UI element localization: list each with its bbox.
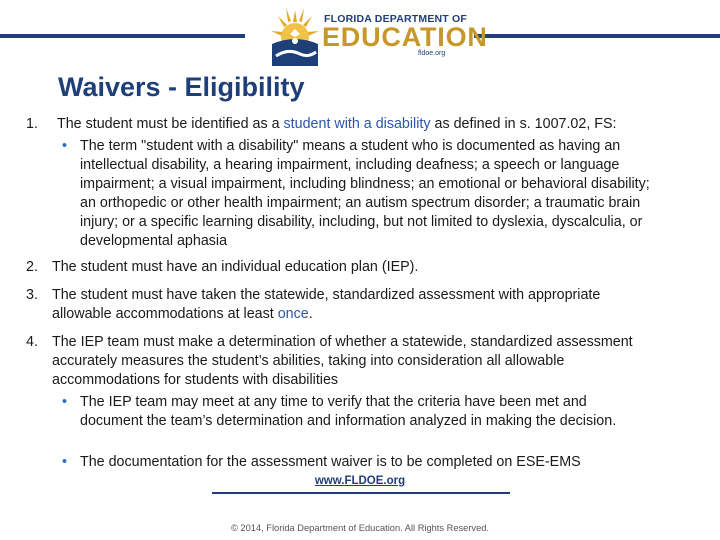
item-text: The student must have an individual education plan (IEP). <box>52 259 419 275</box>
page-title: Waivers - Eligibility <box>58 72 305 102</box>
highlight-term: once <box>277 306 309 322</box>
org-name: FLORIDA DEPARTMENT OF <box>324 13 468 25</box>
bullet-icon: • <box>62 138 68 154</box>
copyright: © 2014, Florida Department of Education. All Rights Reserved. <box>231 523 489 533</box>
sub-item-text: The IEP team may meet at any time to verify that the criteria have been met and document the team’s determination and information analyzed in making the decision. <box>80 394 617 429</box>
item-number: 2. <box>26 259 38 275</box>
bullet-icon: • <box>62 394 68 410</box>
sub-item-text: The documentation for the assessment waiver is to be completed on ESE-EMS <box>80 454 581 470</box>
item-text <box>52 286 662 324</box>
sub-item-text: The term "student with a disability" means a student who is documented as having an intellectual disability, a hearing impairment, including deafness; a speech or language impairment; a visual impairment, including blindness; an emotional or behavioral disability; an orthopedic or other health impairment; an autism spectrum disorder; a traumatic brain injury; or a specific learning disability, including, but not limited to dyslexia, dyscalculia, or developmental aphasia <box>80 138 650 249</box>
header-rule-left <box>0 34 245 38</box>
bullet-icon: • <box>62 454 68 470</box>
item-number: 3. <box>26 287 38 303</box>
sun-graduate-icon <box>266 4 324 66</box>
item-text-part: The student must have taken the statewide, standardized assessment with appropriate allowable accommodations at least <box>52 287 601 322</box>
fldoe-link[interactable]: www.FLDOE.org <box>314 475 406 487</box>
org-site: fldoe.org <box>418 50 446 57</box>
item-text-part: . <box>308 306 313 322</box>
header-rule-right <box>474 34 720 38</box>
item-text-part: as defined in s. 1007.02, FS: <box>430 116 617 132</box>
highlight-term: student with a disability <box>283 116 431 132</box>
item-number: 4. <box>26 334 38 350</box>
item-number: 1. <box>26 116 38 132</box>
fldoe-logo <box>262 4 488 70</box>
item-text: The IEP team must make a determination of whether a statewide, standardized assessment accurately measures the student’s abilities, taking into consideration all allowable accommodations for students with disabilities <box>52 334 633 388</box>
item-text-part: The student must be identified as a <box>57 116 284 132</box>
footer-rule <box>212 492 510 494</box>
item-text <box>57 115 697 134</box>
org-word: EDUCATION <box>322 22 488 52</box>
